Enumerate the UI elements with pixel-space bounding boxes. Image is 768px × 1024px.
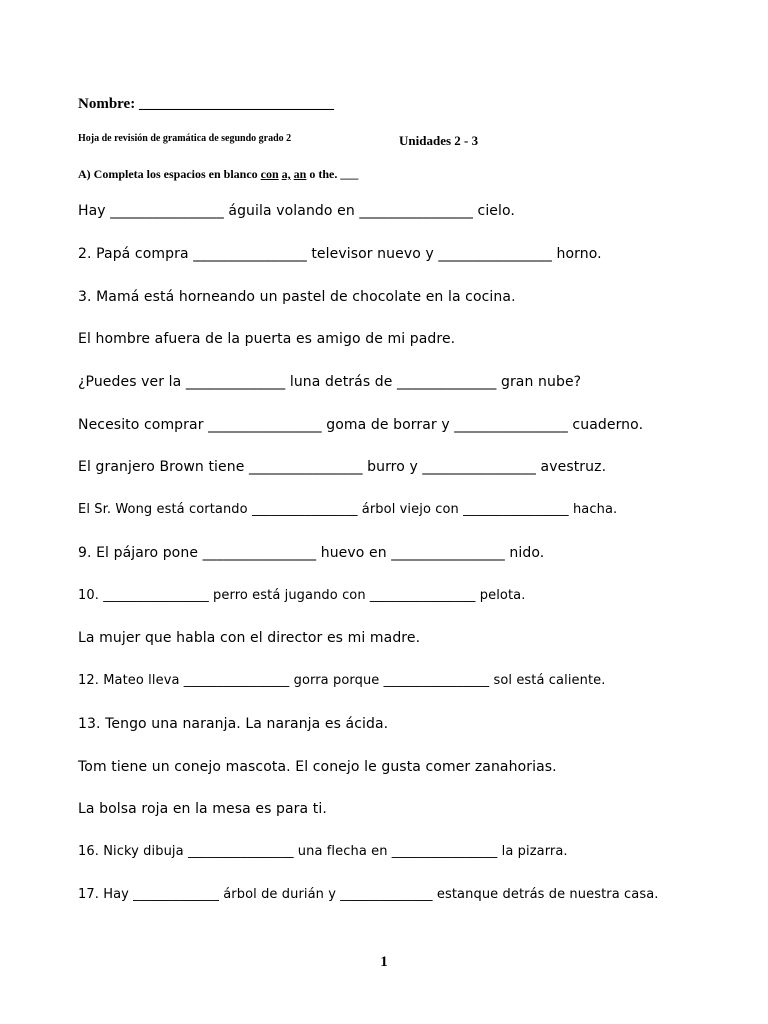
exercise-line-11: La mujer que habla con el director es mi madre. <box>78 630 421 646</box>
exercise-line-1: Hay ________________ águila volando en ________________ cielo. <box>78 203 515 219</box>
exercise-line-8: El Sr. Wong está cortando ________________ árbol viejo con ________________ hacha. <box>78 502 618 517</box>
exercise-line-17: 17. Hay _____________ árbol de durián y ______________ estanque detrás de nuestra casa. <box>78 887 659 902</box>
exercise-line-4: El hombre afuera de la puerta es amigo de mi padre. <box>78 331 456 347</box>
instruction-pre: A) Completa los espacios en blanco <box>78 167 261 181</box>
exercise-line-12: 12. Mateo lleva ________________ gorra porque ________________ sol está caliente. <box>78 673 606 688</box>
exercise-line-15: La bolsa roja en la mesa es para ti. <box>78 801 327 817</box>
exercise-line-13: 13. Tengo una naranja. La naranja es ácida. <box>78 716 389 732</box>
exercise-line-16: 16. Nicky dibuja ________________ una flecha en ________________ la pizarra. <box>78 844 568 859</box>
instruction-a: a, <box>281 167 291 181</box>
exercise-line-3: 3. Mamá está horneando un pastel de chocolate en la cocina. <box>78 289 516 305</box>
instruction-an: an <box>293 167 307 181</box>
name-field-label: Nombre: __________________________ <box>78 96 334 112</box>
exercise-line-6: Necesito comprar ________________ goma de borrar y ________________ cuaderno. <box>78 417 644 433</box>
exercise-line-14: Tom tiene un conejo mascota. El conejo le gusta comer zanahorias. <box>78 759 557 775</box>
exercise-line-7: El granjero Brown tiene ________________ burro y ________________ avestruz. <box>78 459 607 475</box>
units-heading: Unidades 2 - 3 <box>399 133 479 148</box>
exercise-line-9: 9. El pájaro pone ________________ huevo en ________________ nido. <box>78 545 545 561</box>
exercise-line-2: 2. Papá compra ________________ televisor nuevo y ________________ horno. <box>78 246 602 262</box>
exercise-line-5: ¿Puedes ver la ______________ luna detrás de ______________ gran nube? <box>78 374 582 390</box>
instruction-text <box>78 167 358 182</box>
instruction-con: con <box>260 167 279 181</box>
worksheet-subtitle: Hoja de revisión de gramática de segundo grado 2 <box>78 133 292 144</box>
exercise-line-10: 10. ________________ perro está jugando con ________________ pelota. <box>78 588 526 603</box>
instruction-post: o the. ___ <box>306 167 359 181</box>
page-number: 1 <box>380 954 388 970</box>
